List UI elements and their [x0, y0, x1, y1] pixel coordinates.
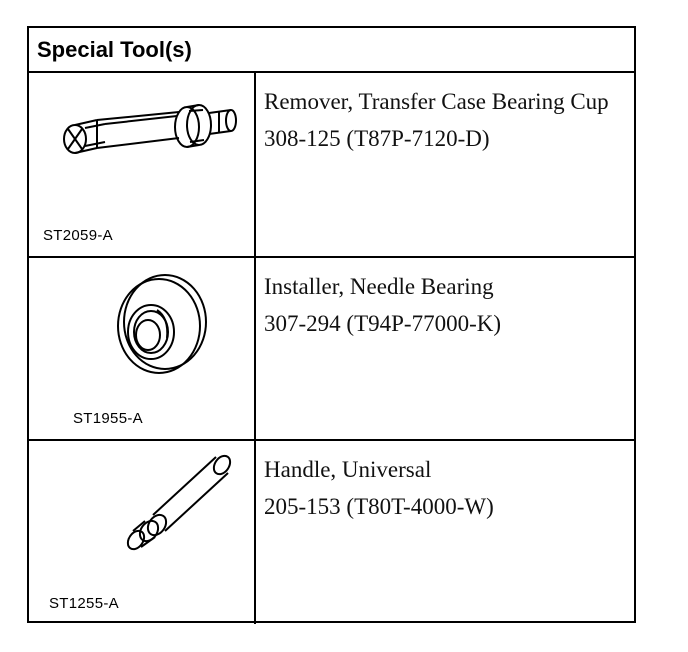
- table-header: Special Tool(s): [29, 28, 634, 73]
- needle-bearing-installer-icon: [109, 272, 209, 382]
- tool-description: Handle, Universal: [264, 457, 432, 482]
- tool-row: [29, 441, 634, 624]
- tool-image-cell: [29, 73, 256, 256]
- universal-handle-icon: [109, 451, 239, 561]
- tool-code: ST2059-A: [43, 227, 113, 244]
- tool-part-number: 205-153 (T80T-4000-W): [264, 494, 494, 519]
- tool-code: ST1955-A: [73, 410, 143, 427]
- tool-image-cell: [29, 441, 256, 624]
- tool-description: Remover, Transfer Case Bearing Cup: [264, 89, 609, 114]
- tool-part-number: 307-294 (T94P-77000-K): [264, 311, 501, 336]
- tool-description: Installer, Needle Bearing: [264, 274, 494, 299]
- tool-text-cell: [256, 441, 634, 624]
- tool-code: ST1255-A: [49, 595, 119, 612]
- tool-text-cell: [256, 73, 634, 256]
- bearing-cup-remover-icon: [59, 101, 239, 171]
- tool-part-number: 308-125 (T87P-7120-D): [264, 126, 490, 151]
- tool-row: [29, 258, 634, 441]
- tool-row: [29, 73, 634, 258]
- special-tools-table: [27, 26, 636, 623]
- tool-text-cell: [256, 258, 634, 439]
- tool-image-cell: [29, 258, 256, 439]
